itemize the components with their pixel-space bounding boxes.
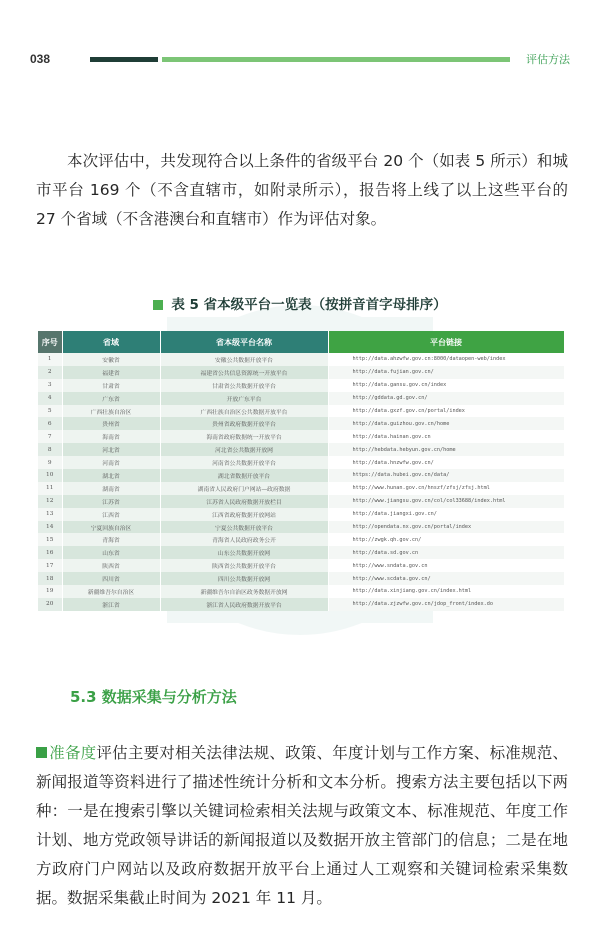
cell-no: 19 (38, 585, 62, 598)
cell-platform: 福建省公共信息资源统一开放平台 (160, 366, 328, 379)
header-cell-link: 平台链接 (328, 331, 564, 353)
cell-province: 江苏省 (62, 495, 160, 508)
cell-no: 7 (38, 430, 62, 443)
cell-province: 甘肃省 (62, 379, 160, 392)
cell-province: 宁夏回族自治区 (62, 521, 160, 534)
table-row (38, 392, 564, 405)
table-row (38, 417, 564, 430)
cell-link: http://www.scdata.gov.cn/ (328, 572, 564, 585)
cell-link: http://www.hunan.gov.cn/hnszf/zfsj/zfsj.html (328, 482, 564, 495)
cell-platform: 海南省政府数据统一开放平台 (160, 430, 328, 443)
cell-link: https://data.hubei.gov.cn/data/ (328, 469, 564, 482)
body-keyword: 准备度 (49, 744, 97, 762)
cell-province: 湖北省 (62, 469, 160, 482)
cell-link: http://data.gansu.gov.cn/index (328, 379, 564, 392)
cell-platform: 贵州省政府数据开放平台 (160, 417, 328, 430)
keyword-square-icon (36, 747, 47, 758)
cell-no: 14 (38, 521, 62, 534)
cell-no: 18 (38, 572, 62, 585)
cell-platform: 湖南省人民政府门户网站—政府数据 (160, 482, 328, 495)
cell-link: http://data.xinjiang.gov.cn/index.html (328, 585, 564, 598)
cell-link: http://data.hainan.gov.cn (328, 430, 564, 443)
cell-link: http://opendata.nx.gov.cn/portal/index (328, 521, 564, 534)
cell-no: 2 (38, 366, 62, 379)
section-label: 评估方法 (526, 53, 570, 66)
table-row (38, 353, 564, 366)
table-row (38, 366, 564, 379)
cell-no: 4 (38, 392, 62, 405)
cell-platform: 新疆维吾尔自治区政务数据开放网 (160, 585, 328, 598)
table-title (0, 293, 600, 313)
table-row (38, 443, 564, 456)
cell-link: http://data.jiangxi.gov.cn/ (328, 508, 564, 521)
section-heading: 5.3 数据采集与分析方法 (70, 688, 237, 706)
table-row (38, 405, 564, 418)
cell-no: 3 (38, 379, 62, 392)
cell-province: 山东省 (62, 546, 160, 559)
body-paragraph (36, 739, 568, 913)
cell-platform: 浙江省人民政府数据开放平台 (160, 598, 328, 611)
cell-province: 海南省 (62, 430, 160, 443)
cell-no: 6 (38, 417, 62, 430)
cell-no: 12 (38, 495, 62, 508)
cell-platform: 江西省政府数据开放网站 (160, 508, 328, 521)
table-row (38, 533, 564, 546)
cell-province: 陕西省 (62, 559, 160, 572)
table-row (38, 546, 564, 559)
cell-province: 安徽省 (62, 353, 160, 366)
cell-no: 20 (38, 598, 62, 611)
table-row (38, 572, 564, 585)
table-row (38, 598, 564, 611)
cell-platform: 安徽公共数据开放平台 (160, 353, 328, 366)
cell-no: 11 (38, 482, 62, 495)
cell-province: 青海省 (62, 533, 160, 546)
cell-province: 广东省 (62, 392, 160, 405)
cell-province: 河北省 (62, 443, 160, 456)
cell-no: 10 (38, 469, 62, 482)
table-row (38, 559, 564, 572)
cell-platform: 四川公共数据开放网 (160, 572, 328, 585)
cell-province: 湖南省 (62, 482, 160, 495)
table-header-row (38, 331, 564, 353)
header-cell-no: 序号 (38, 331, 62, 353)
cell-platform: 河北省公共数据开放网 (160, 443, 328, 456)
header-cell-province: 省域 (62, 331, 160, 353)
cell-no: 5 (38, 405, 62, 418)
cell-province: 河南省 (62, 456, 160, 469)
cell-platform: 江苏省人民政府数据开放栏目 (160, 495, 328, 508)
title-square-icon (153, 300, 163, 310)
cell-platform: 开放广东平台 (160, 392, 328, 405)
header-cell-platform: 省本级平台名称 (160, 331, 328, 353)
cell-province: 广西壮族自治区 (62, 405, 160, 418)
cell-province: 江西省 (62, 508, 160, 521)
cell-no: 13 (38, 508, 62, 521)
cell-no: 17 (38, 559, 62, 572)
cell-link: http://data.zjzwfw.gov.cn/jdop_front/index.do (328, 598, 564, 611)
cell-platform: 甘肃省公共数据开放平台 (160, 379, 328, 392)
cell-link: http://hebdata.hebyun.gov.cn/home (328, 443, 564, 456)
cell-link: http://data.sd.gov.cn (328, 546, 564, 559)
cell-link: http://www.jiangsu.gov.cn/col/col33688/index.html (328, 495, 564, 508)
cell-no: 8 (38, 443, 62, 456)
cell-platform: 青海省人民政府政务公开 (160, 533, 328, 546)
cell-link: http://zwgk.qh.gov.cn/ (328, 533, 564, 546)
cell-link: http://data.gxzf.gov.cn/portal/index (328, 405, 564, 418)
page-number: 038 (30, 52, 51, 66)
table-row (38, 430, 564, 443)
cell-province: 浙江省 (62, 598, 160, 611)
header-bar-dark (90, 57, 158, 62)
cell-platform: 宁夏公共数据开放平台 (160, 521, 328, 534)
table-row (38, 379, 564, 392)
cell-platform: 河南省公共数据开放平台 (160, 456, 328, 469)
cell-platform: 陕西省公共数据开放平台 (160, 559, 328, 572)
cell-no: 9 (38, 456, 62, 469)
table-row (38, 521, 564, 534)
cell-link: http://data.fujian.gov.cn/ (328, 366, 564, 379)
table-row (38, 495, 564, 508)
cell-province: 贵州省 (62, 417, 160, 430)
cell-province: 四川省 (62, 572, 160, 585)
table-title-text: 表 5 省本级平台一览表（按拼音首字母排序） (171, 297, 447, 313)
body-text: 评估主要对相关法律法规、政策、年度计划与工作方案、标准规范、新闻报道等资料进行了描述性统计分析和文本分析。搜索方法主要包括以下两种：一是在搜索引擎以关键词检索相关法规与政策文本、标准规范、年度工作计划、地方党政领导讲话的新闻报道以及数据开放主管部门的信息；二是在地方政府门户网站以及政府数据开放平台上通过人工观察和关键词检索采集数据。数据采集截止时间为 2021 年 11 月。 (36, 744, 568, 907)
cell-link: http://data.guizhou.gov.cn/home (328, 417, 564, 430)
cell-no: 1 (38, 353, 62, 366)
table-row (38, 456, 564, 469)
cell-platform: 广西壮族自治区公共数据开放平台 (160, 405, 328, 418)
cell-no: 16 (38, 546, 62, 559)
intro-paragraph: 本次评估中，共发现符合以上条件的省级平台 20 个（如表 5 所示）和城市平台 169 个（不含直辖市，如附录所示），报告将上线了以上这些平台的 27 个省域（不含港澳台和直辖市）作为评估对象。 (36, 152, 568, 228)
cell-platform: 湖北省数据开放平台 (160, 469, 328, 482)
header-bar-green (162, 57, 510, 62)
cell-link: http://data.ahzwfw.gov.cn:8000/dataopen-web/index (328, 353, 564, 366)
table-row (38, 585, 564, 598)
table-row (38, 469, 564, 482)
province-platform-table (38, 331, 565, 611)
cell-no: 15 (38, 533, 62, 546)
table-row (38, 482, 564, 495)
cell-province: 新疆维吾尔自治区 (62, 585, 160, 598)
cell-link: http://data.hnzwfw.gov.cn/ (328, 456, 564, 469)
cell-province: 福建省 (62, 366, 160, 379)
cell-link: http://www.sndata.gov.cn (328, 559, 564, 572)
cell-platform: 山东公共数据开放网 (160, 546, 328, 559)
cell-link: http://gddata.gd.gov.cn/ (328, 392, 564, 405)
table-row (38, 508, 564, 521)
